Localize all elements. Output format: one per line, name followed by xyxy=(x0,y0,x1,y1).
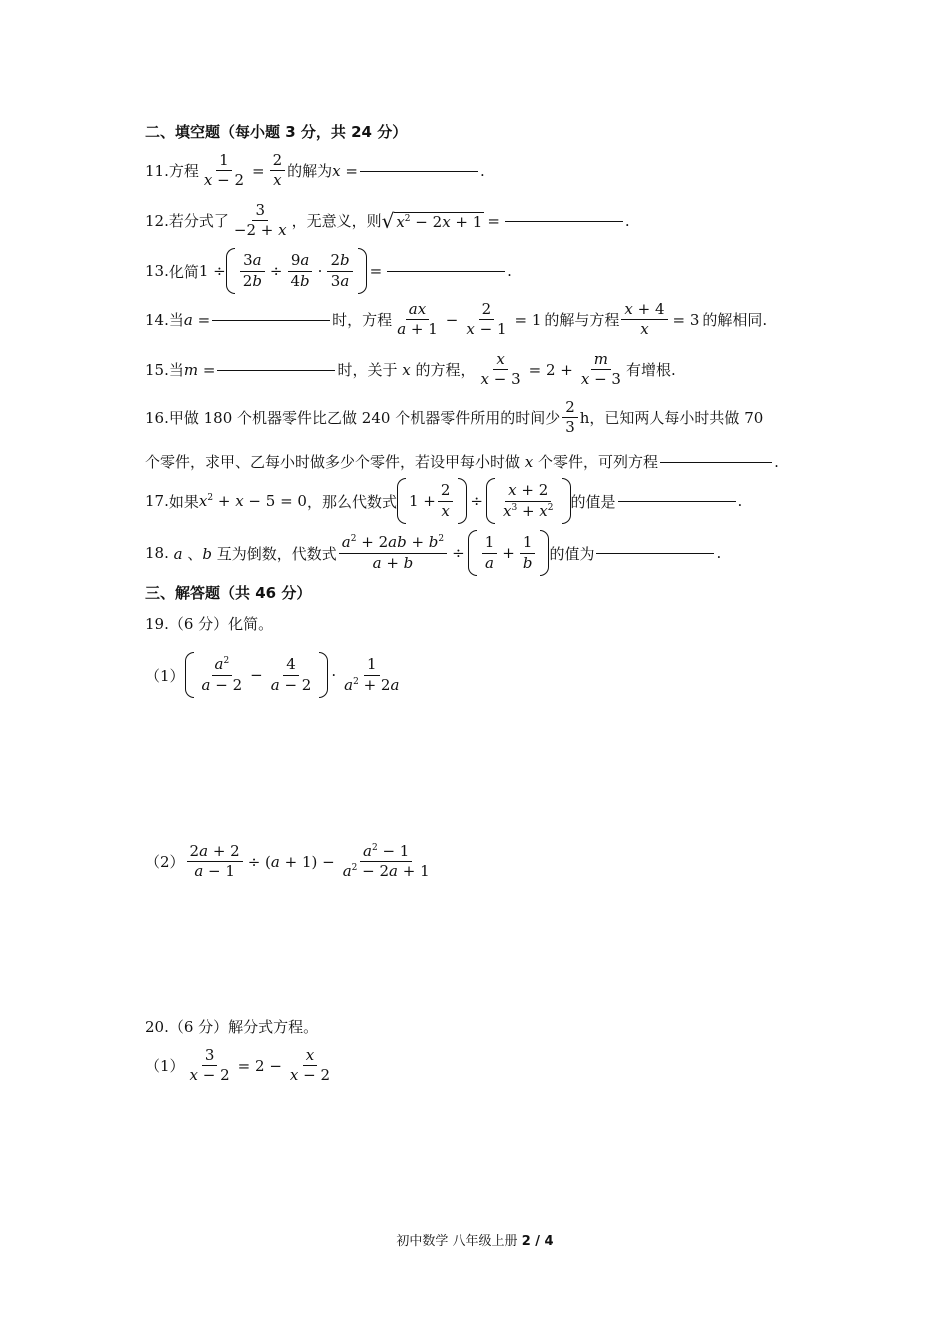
question-text: 方程 xyxy=(168,162,199,181)
question-17: 17. 如果 $x^2 + x - 5 = 0$ ，那么代数式 1 + $\frac{2}{x}$ ÷ x + 2 $x^3 + x^2$ 的值是 . xyxy=(145,478,742,524)
question-text: 互为倒数，代数式 xyxy=(216,544,337,563)
square-root: √ $x^2 - 2x + 1$ xyxy=(381,208,483,233)
question-number: 11. xyxy=(145,161,169,180)
fraction: 3 −2 + x xyxy=(233,201,287,240)
question-19-part-1: （1） $a^2$ a − 2 − $\frac{4}{a - 2}$ · 1 $a^2 + 2a$ xyxy=(145,652,404,698)
question-text: . xyxy=(624,211,630,230)
answer-blank[interactable] xyxy=(217,369,335,371)
answer-blank[interactable] xyxy=(505,220,623,222)
page-footer xyxy=(0,1230,950,1249)
question-16-line-2: 个零件，求甲、乙每小时做多少个零件，若设甲每小时做 x 个零件，可列方程 . xyxy=(145,452,779,471)
parenthesized-expression: $\frac{3a}{2b}$ ÷ $\frac{9a}{4b}$ · 2b 3a xyxy=(226,248,367,294)
question-text: . xyxy=(737,492,743,510)
question-text: 如果 xyxy=(168,492,199,511)
question-text: 时，关于 xyxy=(337,361,398,380)
question-12: 12. 若分式了 3 −2 + x ，无意义，则 √ $x^2 - 2x + 1$ = . xyxy=(145,201,630,240)
answer-blank[interactable] xyxy=(618,500,736,502)
question-13: 13. 化简 1 ÷ $\frac{3a}{2b}$ ÷ $\frac{9a}{4b}$ · 2b 3a = . xyxy=(145,248,512,294)
question-text: 若分式了 xyxy=(168,212,229,231)
question-16-line-1: 16. 甲做 180 个机器零件比乙做 240 个机器零件所用的时间少 2 3 h ，已知两人每小时共做 70 xyxy=(145,398,764,437)
question-text: . xyxy=(507,262,512,280)
question-text: 当 xyxy=(168,311,184,330)
question-number: 18. xyxy=(145,544,169,562)
question-11: 11. 方程 $\frac{1}{x - 2}$ = $\frac{2}{x}$ 的解为 x = . xyxy=(145,151,485,190)
part-label: （2） xyxy=(145,853,185,872)
answer-blank[interactable] xyxy=(660,461,772,463)
question-number: 16. xyxy=(145,408,169,427)
question-number: 13. xyxy=(145,262,169,280)
question-text: ，已知两人每小时共做 70 xyxy=(589,409,764,428)
question-text: 的值是 xyxy=(570,492,616,511)
question-text: . xyxy=(479,161,485,180)
question-text: 甲做 180 个机器零件比乙做 240 个机器零件所用的时间少 xyxy=(168,409,561,428)
part-label: （1） xyxy=(145,666,185,685)
answer-blank[interactable] xyxy=(212,319,330,321)
unit-label: h xyxy=(579,408,590,427)
answer-blank[interactable] xyxy=(360,170,478,172)
fraction: $\frac{2}{x}$ xyxy=(270,152,286,190)
question-19-heading: 19.（6 分）化简。 xyxy=(145,615,274,633)
question-14: 14. 当 a = 时，方程 ax a + 1 − $\frac{2}{x - 1}$ = 1 的解与方程 $\frac{x + 4}{x}$ = 3 的解相同. xyxy=(145,300,768,339)
question-text: 的解与方程 xyxy=(544,311,620,330)
question-text: 的解相同. xyxy=(702,311,768,330)
question-20-part-1: （1） $\frac{3}{x - 2}$ = 2 − $\frac{x}{x - 2}$ xyxy=(145,1046,331,1085)
question-text: 有增根. xyxy=(625,361,676,380)
answer-blank[interactable] xyxy=(596,552,714,554)
question-text: ，无意义，则 xyxy=(291,212,382,231)
question-text: 的解为 xyxy=(287,162,333,181)
question-text: . xyxy=(716,544,722,562)
part-label: （1） xyxy=(145,1057,185,1076)
page-number: 2 / 4 xyxy=(521,1234,554,1249)
question-text: . xyxy=(774,452,779,471)
question-text: 当 xyxy=(168,361,184,380)
answer-blank[interactable] xyxy=(387,270,505,272)
question-text: 时，方程 xyxy=(332,311,393,330)
question-text: 的方程， xyxy=(415,361,476,380)
section-3-title: 三、解答题（共 46 分） xyxy=(145,584,312,602)
fraction: $\frac{1}{x - 2}$ xyxy=(203,151,244,190)
question-text: 化简 xyxy=(168,262,199,281)
question-text: 的值为 xyxy=(549,544,595,563)
question-18: 18. a 、b 互为倒数，代数式 $\frac{a^2 + 2ab + b^2}{a + b}$ ÷ 1 a + $\frac{1}{b}$ 的值为 . xyxy=(145,530,721,576)
question-15: 15. 当 m = 时，关于 x 的方程， $\frac{x}{x - 3}$ = 2 + $\frac{m}{x - 3}$ 有增根. xyxy=(145,350,676,389)
question-text: 个零件，可列方程 xyxy=(538,453,659,471)
question-number: 14. xyxy=(145,310,169,329)
question-number: 12. xyxy=(145,211,169,230)
question-number: 17. xyxy=(145,492,169,510)
question-text: ，那么代数式 xyxy=(306,492,397,511)
question-text: 个零件，求甲、乙每小时做多少个零件，若设甲每小时做 xyxy=(145,453,521,471)
footer-text: 初中数学 八年级上册 xyxy=(396,1234,518,1249)
question-number: 15. xyxy=(145,360,169,379)
question-19-part-2: （2） $\frac{2a + 2}{a - 1}$ ÷ (a + 1) − $\frac{a^2 - 1}{a^2 - 2a + 1}$ xyxy=(145,842,430,881)
question-20-heading: 20.（6 分）解分式方程。 xyxy=(145,1018,319,1036)
section-2-title: 二、填空题（每小题 3 分，共 24 分） xyxy=(145,123,408,141)
